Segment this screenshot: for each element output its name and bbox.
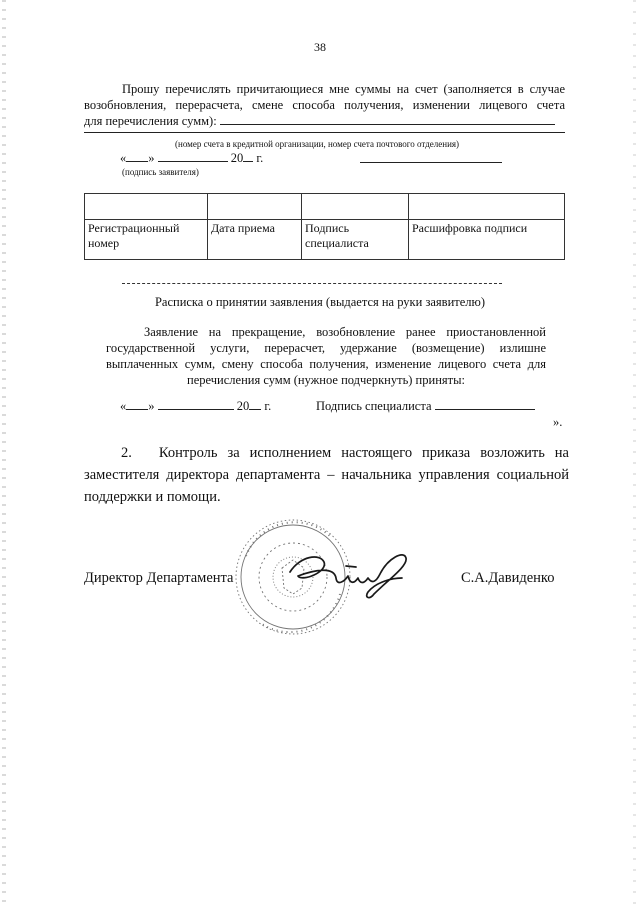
request-line-2: возобновления, перерасчета, смене способа получения, изменении лицевого счета [84,98,565,112]
applicant-date-line [120,150,263,166]
date-day-blank[interactable] [126,161,148,162]
receipt-line-2: государственной услуги, перерасчет, удержание (возмещение) излишне [106,341,546,355]
item-2-line-2: заместителя директора департамента – начальника управления социальной [84,467,569,483]
page-number: 38 [314,40,326,54]
item-2-line-1-text: Контроль за исполнением настоящего приказа возложить на [158,445,569,461]
handwritten-signature-icon [284,548,414,606]
header-date-received: Дата приема [208,220,302,260]
receipt-date-suffix: г. [264,399,272,413]
receipt-year-blank[interactable] [249,409,261,410]
date-month-blank[interactable] [158,161,228,162]
applicant-signature-blank[interactable] [360,162,502,163]
receipt-line-1: Заявление на прекращение, возобновление ранее приостановленной [144,325,546,339]
registration-table [84,193,565,260]
receipt-specialist-blank[interactable] [435,409,535,410]
cut-line [122,283,502,284]
account-caption: (номер счета в кредитной организации, номер счета почтового отделения) [175,139,460,149]
header-signature-decoding: Расшифровка подписи [409,220,565,260]
date-year: 20 [230,151,244,165]
receipt-line-3: выплаченных сумм, смену способа получения, изменение лицевого счета для [106,357,546,371]
blank-cell[interactable] [302,194,409,220]
account-blank-2[interactable] [84,132,565,133]
blank-cell[interactable] [85,194,208,220]
date-close-quote: » [148,151,155,165]
receipt-date-close-quote: » [148,399,155,413]
signatory-name: С.А.Давиденко [461,570,555,586]
header-registration-number: Регистрационный номер [85,220,208,260]
receipt-closing: ». [553,415,563,429]
item-2-paragraph [84,442,569,508]
blank-cell[interactable] [409,194,565,220]
receipt-date-line [120,398,271,414]
header-specialist-signature: Подпись специалиста [302,220,409,260]
receipt-date-open-quote: « [120,399,127,413]
registration-table-header-row [85,220,565,260]
signatory-position: Директор Департамента [84,570,234,586]
blank-cell[interactable] [208,194,302,220]
item-2-line-1 [84,442,569,464]
receipt-specialist-line [316,398,535,414]
receipt-title: Расписка о принятии заявления (выдается на руки заявителю) [154,295,486,309]
request-line-1: Прошу перечислять причитающиеся мне суммы на счет (заполняется в случае [122,82,565,96]
item-2-line-3: поддержки и помощи. [84,489,221,505]
receipt-month-blank[interactable] [158,409,234,410]
receipt-paragraph [106,324,546,388]
scan-edge-left [2,0,6,905]
registration-table-blank-row [85,194,565,220]
request-paragraph [84,81,565,129]
receipt-day-blank[interactable] [126,409,148,410]
request-line-3-text: для перечисления сумм): [84,114,217,128]
date-suffix: г. [256,151,264,165]
receipt-year: 20 [236,399,250,413]
account-blank-1[interactable] [220,124,555,125]
applicant-signature-caption: (подпись заявителя) [122,167,199,177]
date-year-blank[interactable] [243,161,253,162]
item-2-number: 2. [121,445,132,461]
date-open-quote: « [120,151,127,165]
request-line-3 [84,114,555,128]
receipt-specialist-label: Подпись специалиста [316,399,432,413]
scan-edge-right [633,0,636,905]
receipt-line-4: перечисления сумм (нужное подчеркнуть) приняты: [187,373,465,387]
